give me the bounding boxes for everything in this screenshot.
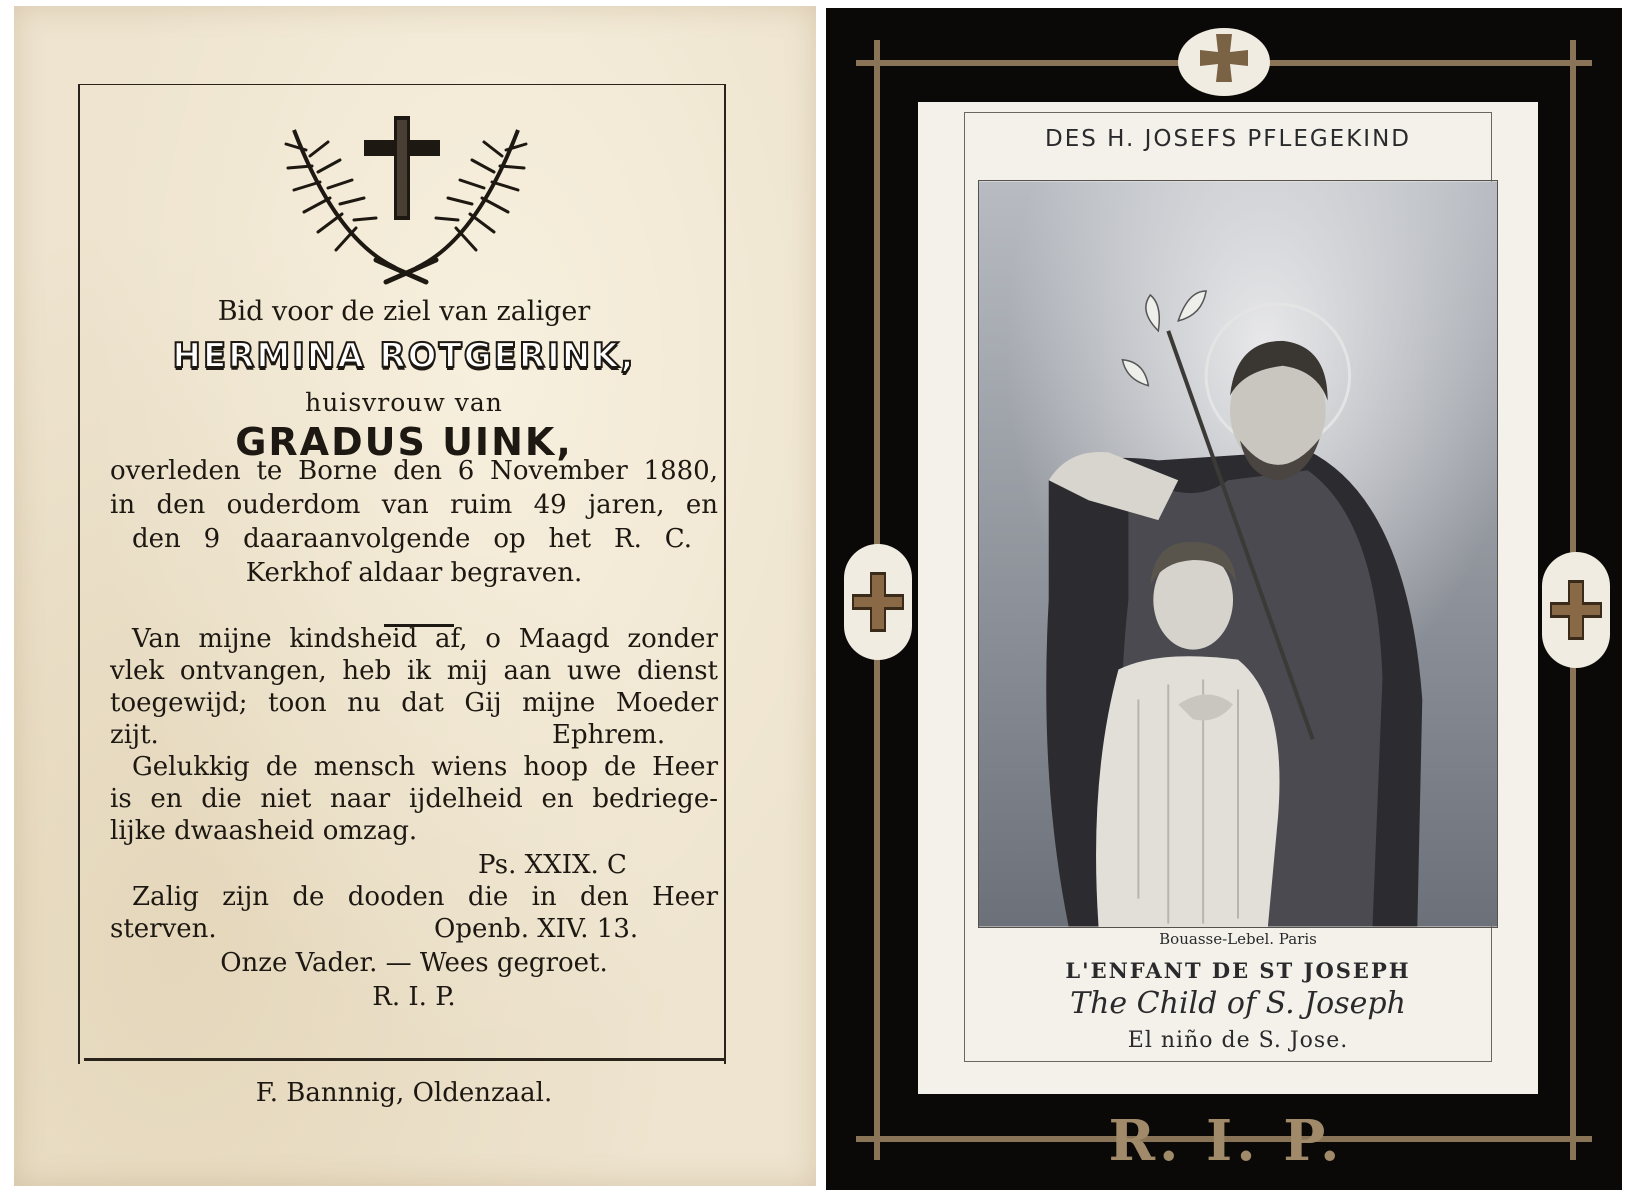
- cross-palm-emblem-icon: [276, 110, 536, 288]
- relation-text: huisvrouw van: [305, 388, 503, 417]
- prayer-intro: Bid voor de ziel van zaliger: [217, 296, 591, 327]
- death-line-1: overleden te Borne den 6 November 1880,: [110, 456, 718, 486]
- holy-card-title: DES H. JOSEFS PFLEGEKIND: [1044, 126, 1411, 152]
- memorial-card-image-side: [826, 8, 1622, 1190]
- death-line-3: den 9 daaraanvolgende op het R. C.: [132, 524, 692, 554]
- memorial-card-text-side: [14, 6, 816, 1186]
- quote1-line-2: vlek ontvangen, heb ik mij aan uwe dienst: [110, 656, 718, 686]
- top-cross-medallion-icon: [1176, 26, 1272, 98]
- quote1-line-3: toegewijd; toon nu dat Gij mijne Moeder: [110, 688, 718, 718]
- quote3-line-1: Zalig zijn de dooden die in den Heer: [132, 882, 718, 912]
- quote2-source: Ps. XXIX. C: [478, 850, 627, 880]
- publisher-imprint: F. Bannnig, Oldenzaal.: [255, 1078, 553, 1108]
- saint-joseph-engraving: [978, 180, 1498, 928]
- rip-small: R. I. P.: [372, 982, 456, 1012]
- quote1-line-4: zijt.: [110, 720, 159, 750]
- quote2-line-1: Gelukkig de mensch wiens hoop de Heer: [132, 752, 718, 782]
- quote3-source: Openb. XIV. 13.: [434, 914, 639, 944]
- right-cross-medallion-icon: [1540, 550, 1612, 670]
- spouse-name: GRADUS UINK,: [235, 420, 573, 464]
- rip-large: R. I. P.: [1108, 1108, 1344, 1174]
- quote3-line-2: sterven.: [110, 914, 217, 944]
- bottom-rule: [84, 1058, 726, 1061]
- quote2-line-3: lijke dwaasheid omzag.: [110, 816, 418, 846]
- caption-spanish: El niño de S. Jose.: [1127, 1028, 1349, 1053]
- left-cross-medallion-icon: [842, 542, 914, 662]
- quote2-line-2: is en die niet naar ijdelheid en bedriege-: [110, 784, 718, 814]
- quote1-line-1: Van mijne kindsheid af, o Maagd zonder: [132, 624, 718, 654]
- death-line-2: in den ouderdom van ruim 49 jaren, en: [110, 490, 718, 520]
- closing-prayer: Onze Vader. — Wees gegroet.: [220, 948, 608, 978]
- death-line-4: Kerkhof aldaar begraven.: [245, 558, 583, 588]
- caption-french: L'ENFANT DE ST JOSEPH: [1065, 958, 1411, 983]
- caption-english: The Child of S. Joseph: [1070, 986, 1406, 1021]
- quote1-source: Ephrem.: [552, 720, 666, 750]
- engraver-credit: Bouasse-Lebel. Paris: [1159, 930, 1317, 948]
- deceased-name: HERMINA ROTGERINK,: [172, 336, 636, 376]
